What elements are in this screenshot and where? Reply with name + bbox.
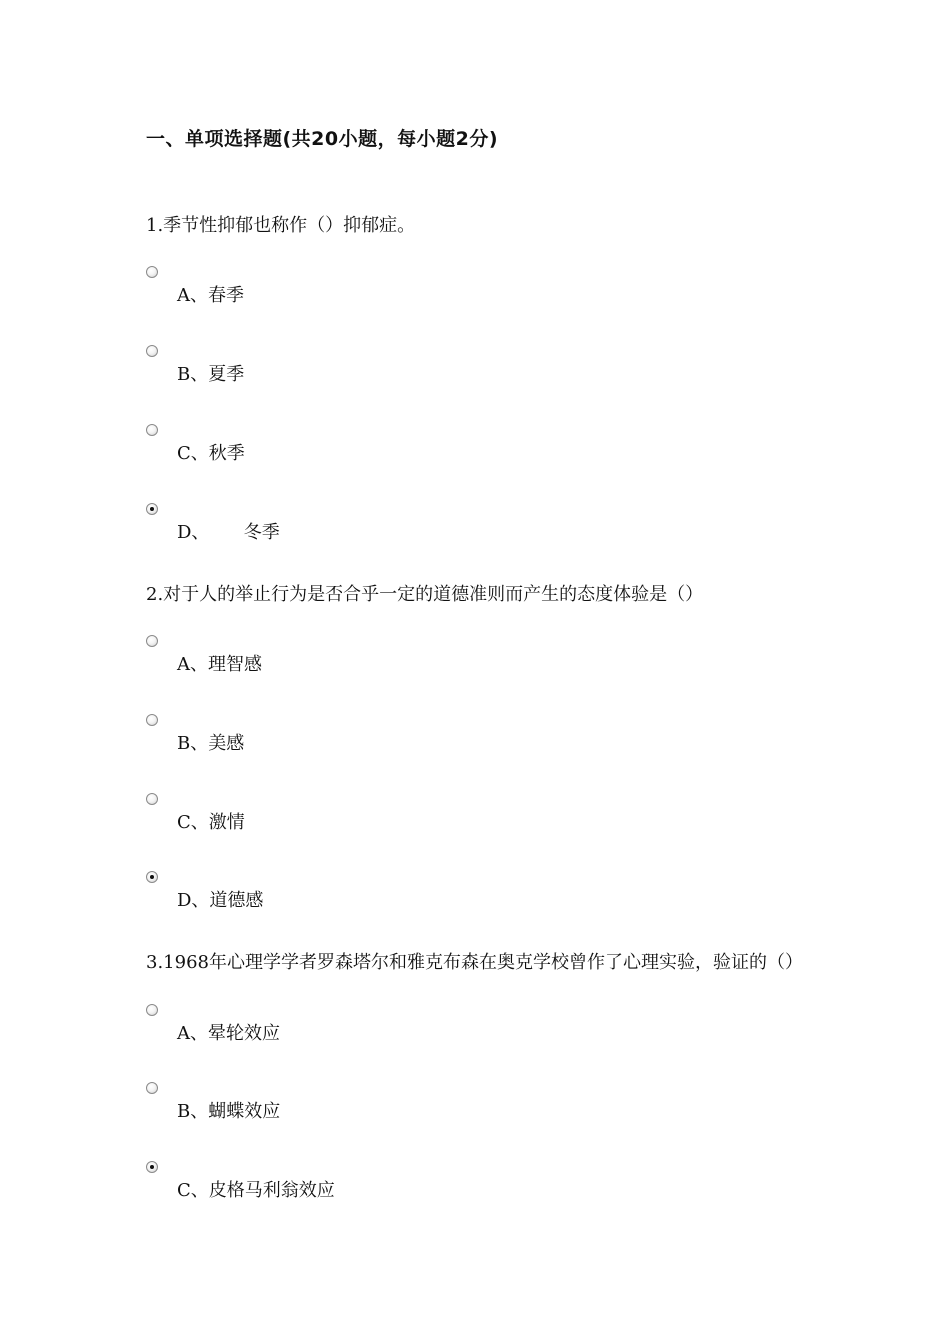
question-2-option-b-radio[interactable] [146,714,158,726]
question-2-option-d-label: D、道德感 [177,890,264,911]
question-2-text: 2.对于人的举止行为是否合乎一定的道德准则而产生的态度体验是（） [146,584,704,605]
question-3-text: 3.1968年心理学学者罗森塔尔和雅克布森在奥克学校曾作了心理实验，验证的（） [146,952,803,973]
question-2-option-d-radio[interactable] [146,871,158,883]
question-2-option-a-radio[interactable] [146,635,158,647]
question-2-option-c-label: C、激情 [177,812,245,833]
question-2-option-c-radio[interactable] [146,793,158,805]
question-2-option-b-label: B、美感 [177,733,245,754]
question-3-option-b-radio[interactable] [146,1082,158,1094]
question-1-text: 1.季节性抑郁也称作（）抑郁症。 [146,215,416,236]
question-1-option-d-label: D、 冬季 [177,522,280,543]
question-1-option-b-radio[interactable] [146,345,158,357]
question-1-option-d-radio[interactable] [146,503,158,515]
question-1-option-a-radio[interactable] [146,266,158,278]
question-2-option-a-label: A、理智感 [177,654,262,675]
question-3-option-c-label: C、皮格马利翁效应 [177,1180,335,1201]
section-title: 一、单项选择题(共20小题，每小题2分) [146,128,499,150]
question-3-option-b-label: B、蝴蝶效应 [177,1101,281,1122]
question-1-option-b-label: B、夏季 [177,364,245,385]
question-1-option-a-label: A、春季 [177,285,244,306]
question-3-option-c-radio[interactable] [146,1161,158,1173]
question-1-option-c-label: C、秋季 [177,443,245,464]
question-3-option-a-radio[interactable] [146,1004,158,1016]
question-3-option-a-label: A、晕轮效应 [177,1023,280,1044]
question-1-option-c-radio[interactable] [146,424,158,436]
